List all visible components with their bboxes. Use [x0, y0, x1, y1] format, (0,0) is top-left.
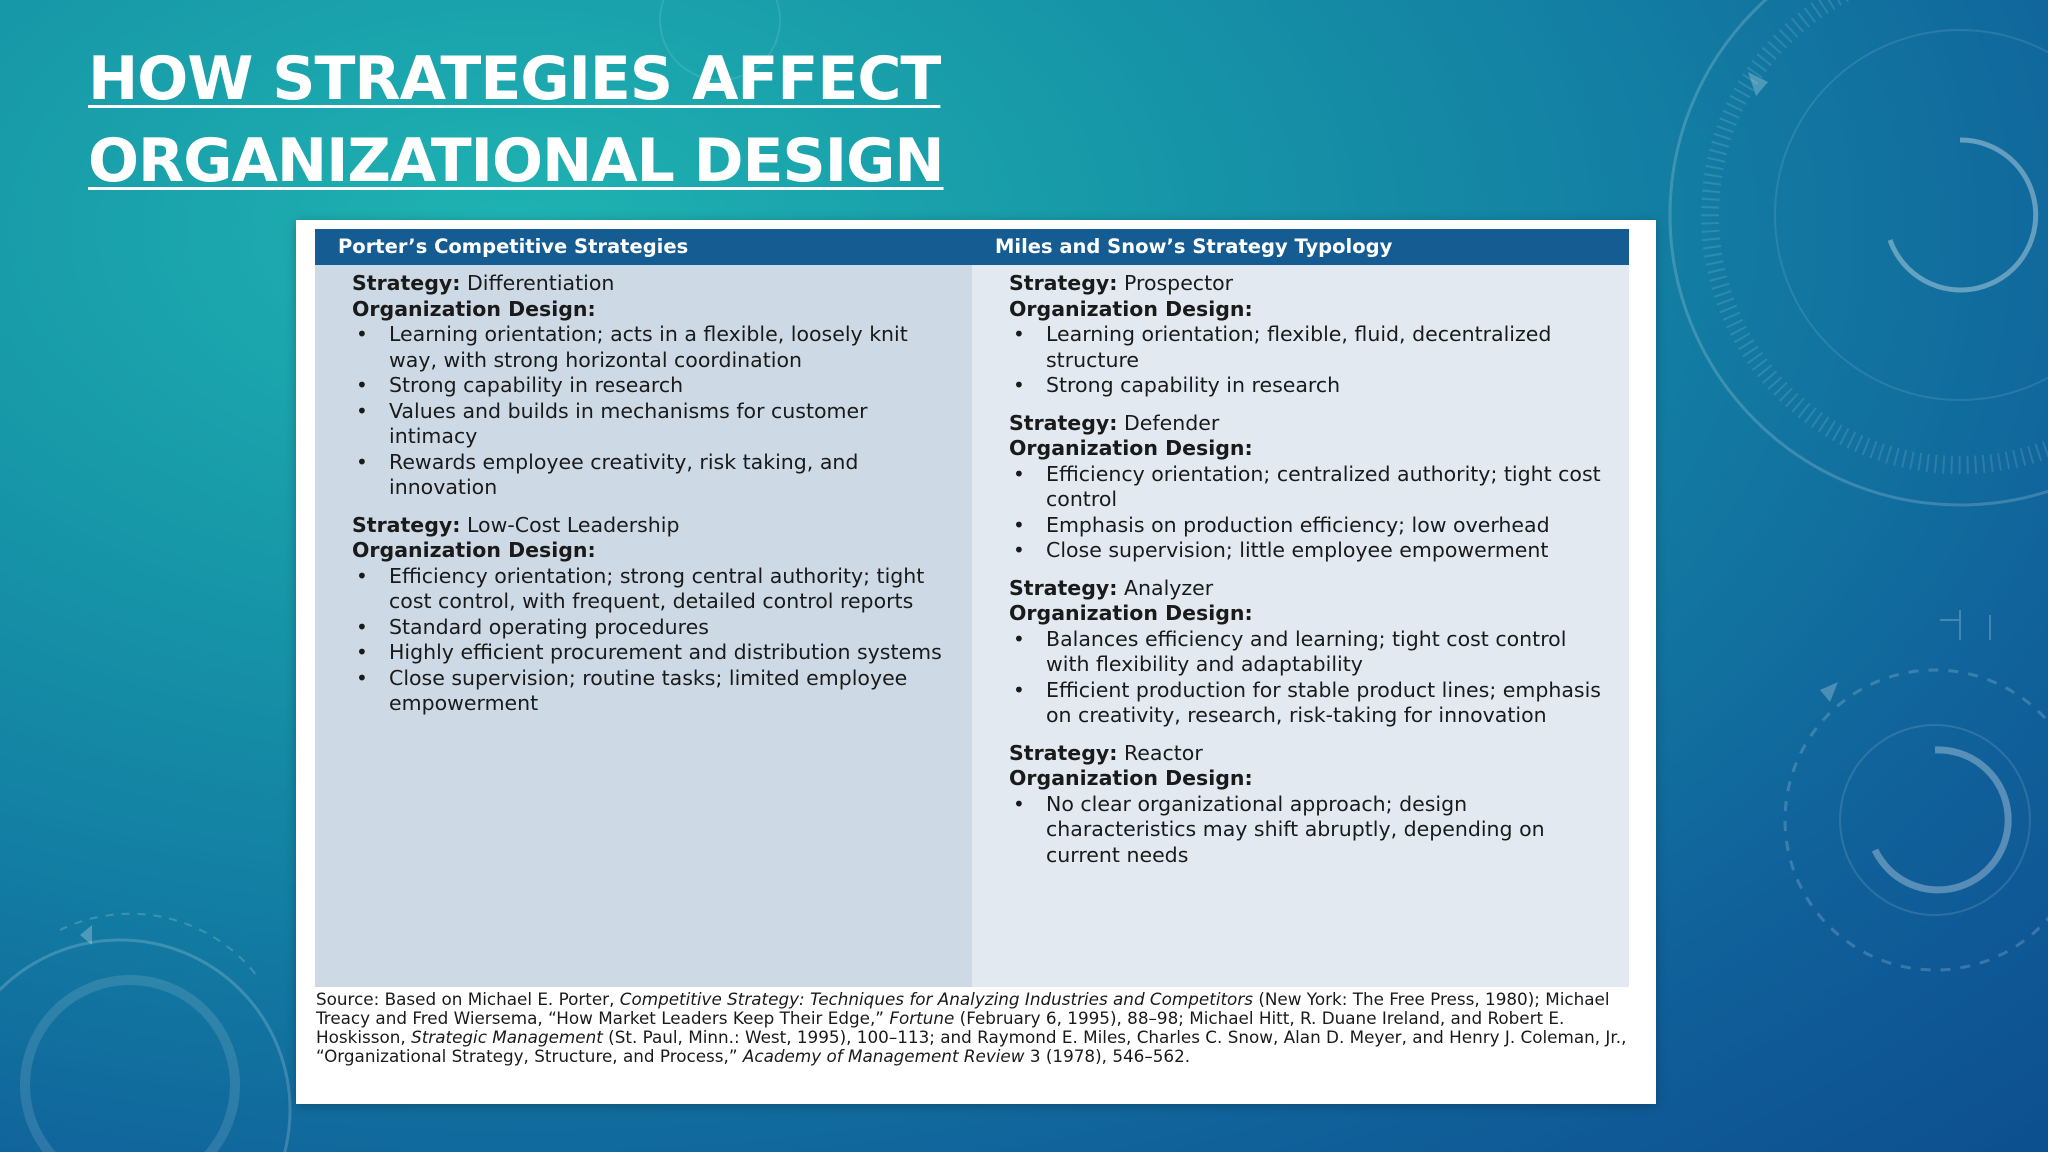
list-item: • Emphasis on production efficiency; low overhead: [1013, 512, 1550, 537]
bullet-icon: •: [1013, 373, 1025, 397]
strategy-block-defender: [1009, 411, 1609, 564]
list-item: • Learning orientation; flexible, fluid, decentralized structure: [1013, 322, 1552, 372]
bullet-icon: •: [356, 614, 368, 639]
design-label: Organization Design:: [352, 296, 596, 321]
strategy-block-prospector: [1009, 271, 1609, 399]
header-miles-snow: Miles and Snow’s Strategy Typology: [995, 235, 1393, 258]
list-item: • Learning orientation; acts in a flexible, loosely knit way, with strong horizontal coordination: [356, 322, 908, 372]
porter-column: [315, 265, 972, 987]
bullet-icon: •: [356, 449, 368, 474]
bullet-icon: •: [356, 322, 368, 346]
table-header: [315, 229, 1629, 265]
header-porter: Porter’s Competitive Strategies: [338, 235, 689, 258]
bullet-icon: •: [356, 398, 368, 423]
strategy-name: Analyzer: [1123, 575, 1214, 600]
design-label: Organization Design:: [352, 538, 596, 562]
design-label: Organization Design:: [1009, 296, 1253, 321]
list-item: • Strong capability in research: [356, 373, 684, 397]
strategy-label: Strategy:: [1009, 575, 1118, 600]
design-list: [1009, 322, 1609, 399]
design-label: Organization Design:: [1009, 601, 1253, 625]
bullet-icon: •: [356, 373, 368, 397]
bullet-icon: •: [1013, 322, 1025, 346]
strategy-name: Reactor: [1123, 740, 1203, 765]
table-body: [315, 265, 1629, 987]
table-panel: [296, 220, 1656, 1104]
strategy-label: Strategy:: [1009, 410, 1118, 435]
strategy-label: Strategy:: [1009, 271, 1118, 295]
list-item: • Rewards employee creativity, risk taking, and innovation: [356, 449, 859, 499]
strategy-label: Strategy:: [1009, 740, 1118, 765]
design-list: [1009, 627, 1609, 729]
miles-snow-column: [972, 265, 1629, 987]
strategy-block-analyzer: [1009, 576, 1609, 729]
list-item: • No clear organizational approach; design characteristics may shift abruptly, depending on current needs: [1013, 791, 1545, 867]
bullet-icon: •: [1013, 512, 1025, 537]
list-item: • Efficiency orientation; centralized authority; tight cost control: [1013, 461, 1601, 511]
bullet-icon: •: [1013, 791, 1025, 816]
list-item: • Close supervision; routine tasks; limited employee empowerment: [356, 665, 908, 715]
design-list: [1009, 462, 1609, 564]
source-citation: Source: Based on Michael E. Porter, Competitive Strategy: Techniques for Analyzing Industries and Competitors (New York: The Free Press, 1980); Michael Treacy and Fred Wiersema, “How Market Leaders Keep Their Edge,” Fortune (February 6, 1995), 88–98; Michael Hitt, R. Duane Ireland, and Robert E. Hoskisson, Strategic Management (St. Paul, Minn.: West, 1995), 100–113; and Raymond E. Miles, Charles C. Snow, Alan D. Meyer, and Henry J. Coleman, Jr., “Organizational Strategy, Structure, and Process,” Academy of Management Review 3 (1978), 546–562.: [316, 989, 1627, 1066]
list-item: • Close supervision; little employee empowerment: [1013, 538, 1549, 562]
bullet-icon: •: [356, 640, 368, 664]
bullet-icon: •: [1013, 677, 1025, 702]
strategy-block-low-cost: [352, 513, 952, 717]
design-list: [352, 322, 952, 501]
design-list: [1009, 792, 1609, 869]
strategy-label: Strategy:: [352, 512, 461, 537]
strategy-block-reactor: [1009, 741, 1609, 869]
strategy-name: Low-Cost Leadership: [466, 512, 680, 537]
bullet-icon: •: [1013, 626, 1025, 651]
bullet-icon: •: [1013, 461, 1025, 486]
bullet-icon: •: [1013, 538, 1025, 562]
bullet-icon: •: [356, 563, 368, 588]
slide-title: HOW STRATEGIES AFFECT ORGANIZATIONAL DESIGN: [88, 44, 944, 196]
list-item: • Efficient production for stable product lines; emphasis on creativity, research, risk-taking for innovation: [1013, 677, 1601, 727]
strategy-name: Prospector: [1123, 271, 1234, 295]
bullet-icon: •: [356, 665, 368, 690]
design-label: Organization Design:: [1009, 766, 1253, 790]
list-item: • Values and builds in mechanisms for customer intimacy: [356, 398, 868, 448]
list-item: • Highly efficient procurement and distribution systems: [356, 640, 942, 664]
design-list: [352, 564, 952, 717]
list-item: • Standard operating procedures: [356, 614, 709, 639]
strategy-block-differentiation: [352, 271, 952, 501]
strategy-label: Strategy:: [352, 271, 461, 295]
design-label: Organization Design:: [1009, 436, 1253, 460]
list-item: • Efficiency orientation; strong central authority; tight cost control, with frequent, detailed control reports: [356, 563, 925, 613]
strategy-name: Differentiation: [466, 271, 615, 295]
strategy-name: Defender: [1123, 410, 1220, 435]
list-item: • Balances efficiency and learning; tight cost control with flexibility and adaptability: [1013, 626, 1567, 676]
list-item: • Strong capability in research: [1013, 373, 1341, 397]
strategy-table: [315, 229, 1629, 987]
